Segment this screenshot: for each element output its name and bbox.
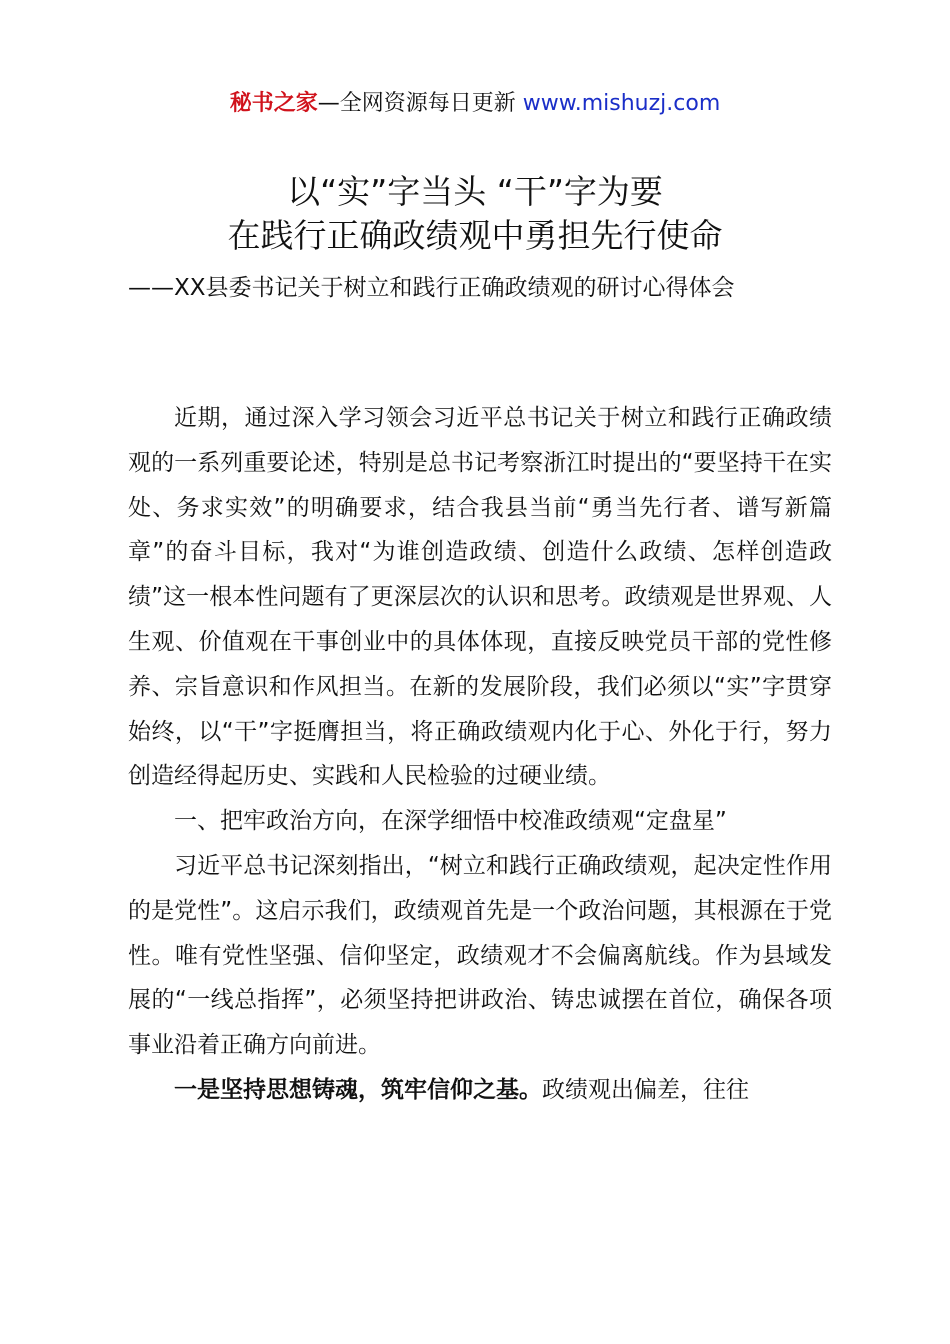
paragraph-section-1: 习近平总书记深刻指出，“树立和践行正确政绩观，起决定性作用的是党性”。这启示我们，政绩观首先是一个政治问题，其根源在于党性。唯有党性坚强、信仰坚定，政绩观才不会偏离航线。作为县域发展的“一线总指挥”，必须坚持把讲政治、铸忠诚摆在首位，确保各项事业沿着正确方向前进。 bbox=[128, 852, 832, 1059]
brand-name: 秘书之家 bbox=[229, 91, 318, 116]
section-heading-1: 一、把牢政治方向，在深学细悟中校准政绩观“定盘星” bbox=[174, 808, 727, 835]
paragraph-intro: 近期，通过深入学习领会习近平总书记关于树立和践行正确政绩观的一系列重要论述，特别是总书记考察浙江时提出的“要坚持干在实处、务求实效”的明确要求，结合我县当前“勇当先行者、谱写新篇章”的奋斗目标，我对“为谁创造政绩、创造什么政绩、怎样创造政绩”这一根本性问题有了更深层次的认识和思考。政绩观是世界观、人生观、价值观在干事创业中的具体体现，直接反映党员干部的党性修养、宗旨意识和作风担当。在新的发展阶段，我们必须以“实”字贯穿始终，以“干”字挺膺担当，将正确政绩观内化于心、外化于行，努力创造经得起历史、实践和人民检验的过硬业绩。 bbox=[128, 405, 832, 790]
header-slogan: —全网资源每日更新 bbox=[317, 91, 516, 116]
paragraph-point-1 bbox=[128, 1068, 832, 1113]
point-1-lead: 一是坚持思想铸魂，筑牢信仰之基。 bbox=[174, 1076, 542, 1103]
document-subtitle: ——XX县委书记关于树立和践行正确政绩观的研讨心得体会 bbox=[128, 275, 735, 301]
document-title-line-1: 以“实”字当头 “干”字为要 bbox=[287, 172, 663, 211]
document-title-line-2: 在践行正确政绩观中勇担先行使命 bbox=[227, 216, 723, 255]
point-1-text: 政绩观出偏差，往往 bbox=[542, 1076, 749, 1103]
site-url-link[interactable]: www.mishuzj.com bbox=[522, 91, 721, 116]
site-header bbox=[0, 88, 950, 120]
document-body bbox=[128, 396, 832, 1113]
